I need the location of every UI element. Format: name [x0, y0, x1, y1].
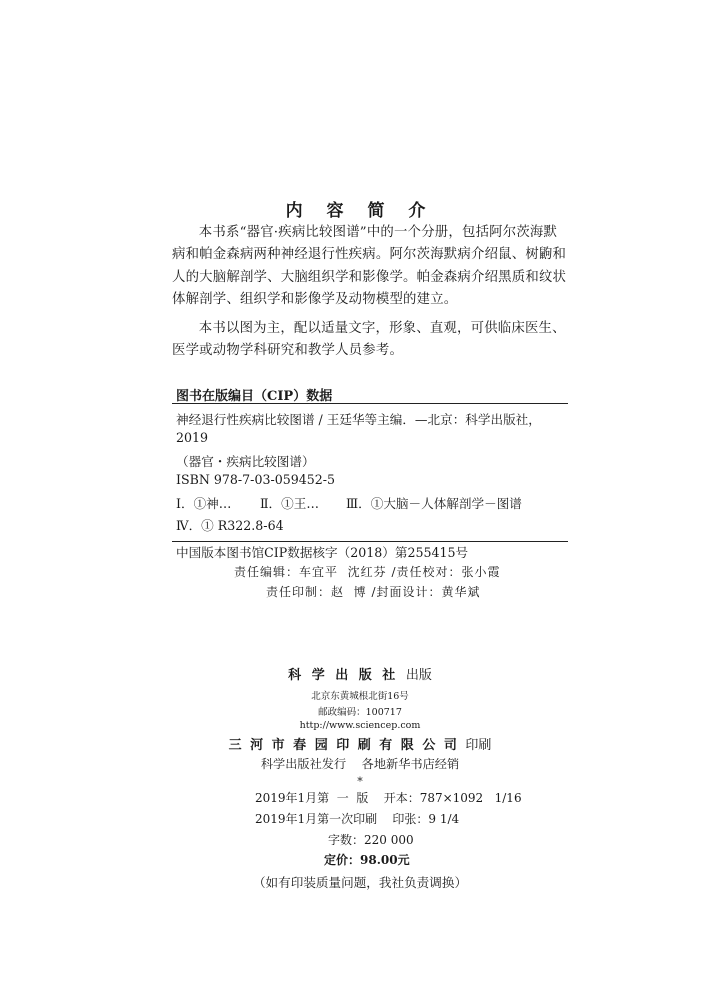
- printer-action: 印刷: [465, 738, 492, 753]
- printer-line: [0, 734, 720, 753]
- price-value: 98.00元: [360, 853, 410, 867]
- quality-notice: （如有印装质量问题，我社负责调换）: [252, 875, 468, 890]
- cip-class-1: Ⅰ．①神…: [176, 496, 232, 511]
- price-line: [324, 851, 410, 868]
- separator-star: *: [357, 775, 363, 788]
- publisher-postcode: 邮政编码：100717: [318, 707, 402, 718]
- price-label: 定价：: [324, 853, 361, 867]
- cip-class-3: Ⅲ．①大脑－人体解剖学－图谱: [346, 496, 522, 511]
- publisher-url: http://www.sciencep.com: [299, 720, 421, 731]
- cip-record: 中国版本图书馆CIP数据核字（2018）第255415号: [176, 545, 469, 560]
- cip-year: 2019: [176, 430, 209, 445]
- cip-class-4: Ⅳ．① R322.8-64: [176, 518, 284, 533]
- cip-heading: 图书在版编目（CIP）数据: [176, 389, 333, 404]
- cip-isbn: ISBN 978-7-03-059452-5: [176, 472, 336, 487]
- publisher-line: [0, 664, 720, 683]
- publisher-address: 北京东黄城根北街16号: [311, 691, 409, 702]
- summary-paragraph-2: 本书以图为主，配以适量文字，形象、直观，可供临床医生、医学或动物学科研究和教学人员参考。: [172, 321, 566, 359]
- publisher-action: 出版: [405, 668, 432, 683]
- publisher-name: 科 学 出 版 社: [288, 668, 399, 683]
- cip-class-2: Ⅱ．①王…: [260, 496, 319, 511]
- print-line: 2019年1月第一次印刷 印张：9 1/4: [255, 812, 460, 826]
- cip-series: （器官・疾病比较图谱）: [176, 454, 315, 469]
- summary-heading: 内 容 简 介: [285, 201, 435, 221]
- word-count: 字数：220 000: [328, 833, 414, 847]
- cip-classification: [176, 493, 522, 512]
- printer-name: 三 河 市 春 园 印 刷 有 限 公 司: [228, 738, 459, 753]
- edition-line: 2019年1月第 一 版 开本：787×1092 1/16: [255, 791, 522, 805]
- staff-production: 责任印制：赵 博 /封面设计：黄华斌: [266, 585, 481, 599]
- staff-editors: 责任编辑：车宜平 沈红芬 /责任校对：张小霞: [234, 565, 501, 579]
- distribution-line: 科学出版社发行 各地新华书店经销: [260, 757, 460, 771]
- summary-paragraph-1: 本书系“器官·疾病比较图谱”中的一个分册，包括阿尔茨海默病和帕金森病两种神经退行性疾病。阿尔茨海默病介绍鼠、树鼩和人的大脑解剖学、大脑组织学和影像学。帕金森病介绍黑质和纹状体解剖学、组织学和影像学及动物模型的建立。: [172, 225, 567, 308]
- cip-title-line: 神经退行性疾病比较图谱 / 王廷华等主编．—北京：科学出版社，: [176, 412, 541, 427]
- cip-top-rule: [172, 403, 568, 404]
